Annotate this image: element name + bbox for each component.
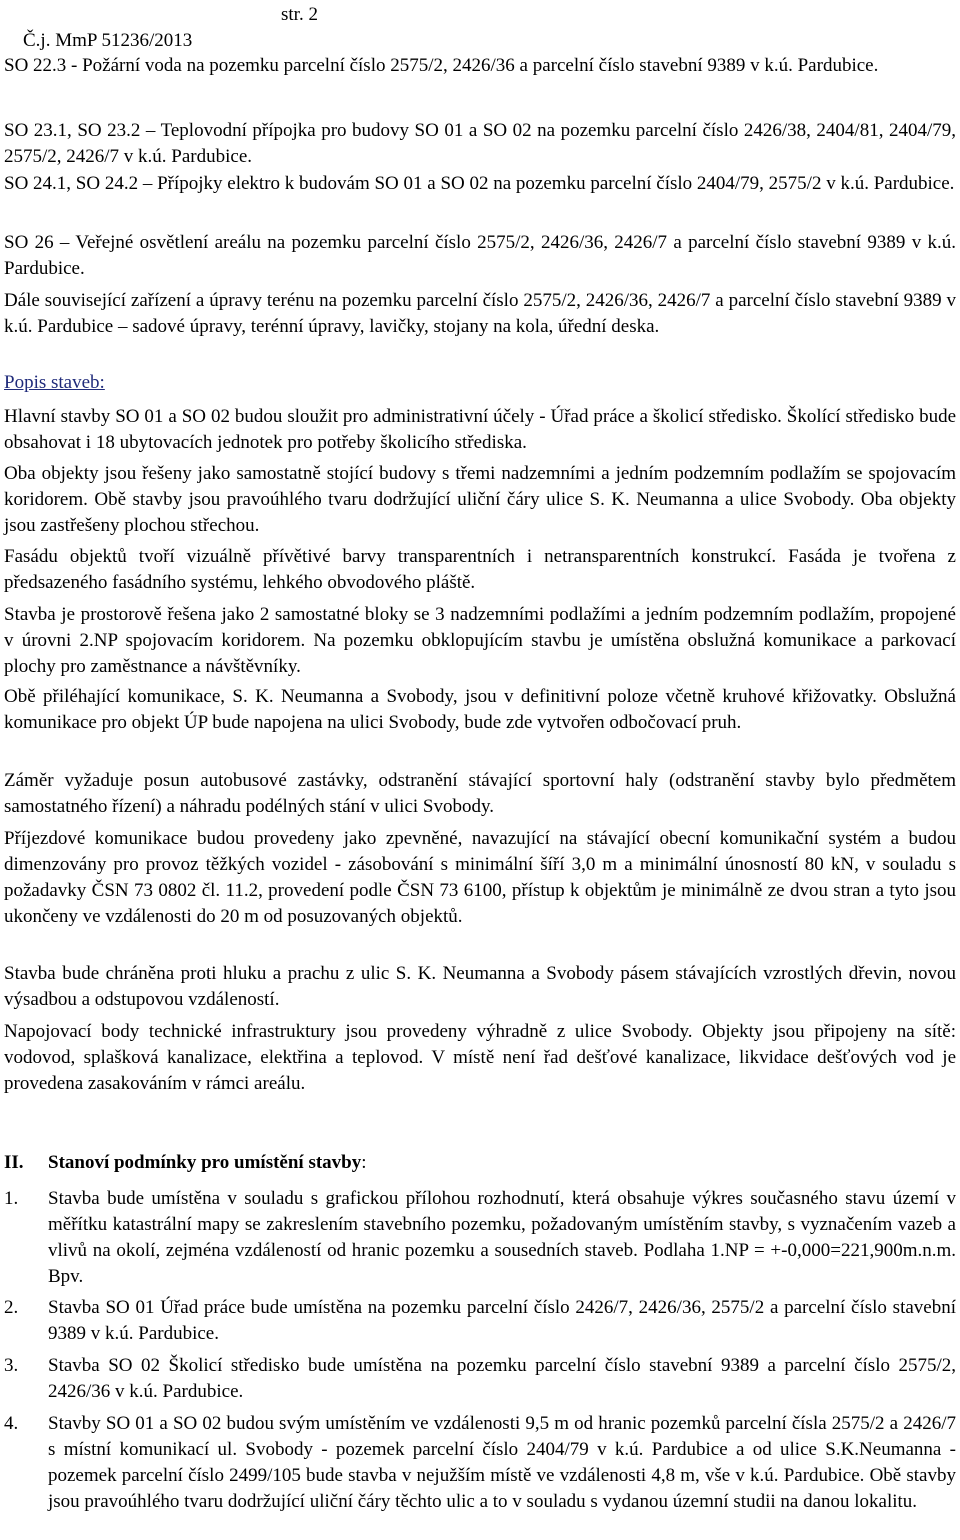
paragraph-text: Hlavní stavby SO 01 a SO 02 budou sloužit pro administrativní účely - Úřad práce a školicí středisko. Školící středisko bude obsahovat i 18 ubytovacích jednotek pro potřeby školicího střediska. <box>4 406 956 453</box>
condition-item <box>4 1186 956 1290</box>
object-text: SO 26 – Veřejné osvětlení areálu na pozemku parcelní číslo 2575/2, 2426/36, 2426/7 a parcelní číslo stavební 9389 v k.ú. Pardubice. <box>4 232 956 279</box>
condition-number: 4. <box>4 1413 19 1434</box>
condition-text: Stavba SO 02 Školicí středisko bude umístěna na pozemku parcelní číslo stavební 9389 a parcelní číslo 2575/2, 2426/36 v k.ú. Pardubice. <box>48 1355 956 1402</box>
condition-item <box>4 1295 956 1347</box>
condition-text: Stavby SO 01 a SO 02 budou svým umístěním ve vzdálenosti 9,5 m od hranic pozemků parcelní čísla 2575/2 a 2426/7 s místní komunikací ul. Svobody - pozemek parcelní číslo 2404/79 v k.ú. Pardubice a od ulice S.K.Neumanna - pozemek parcelní číslo 2499/105 bude stavba v nejužším místě ve vzdálenosti 4,8 m, vše v k.ú. Pardubice. Obě stavby jsou pravoúhlého tvaru dodržující uliční čáry těchto ulic a to v souladu s vydanou územní studii na danou lokalitu. <box>48 1413 956 1512</box>
condition-text: Stavba bude umístěna v souladu s grafickou přílohou rozhodnutí, která obsahuje výkres současného stavu území v měřítku katastrální mapy se zakreslením stavebního pozemku, požadovaným umístěním stavby, s vyznačením vazeb a vlivů na okolí, zejména vzdáleností od hranic pozemku a sousedních staveb. Podlaha 1.NP = +-0,000=221,900m.n.m. Bpv. <box>48 1188 956 1287</box>
reference-number: Č.j. MmP 51236/2013 <box>23 30 193 51</box>
section-number: II. <box>4 1152 24 1173</box>
object-text: Dále související zařízení a úpravy terénu na pozemku parcelní číslo 2575/2, 2426/36, 2426/7 a parcelní číslo stavební 9389 v k.ú. Pardubice – sadové úpravy, terénní úpravy, lavičky, stojany na kola, úřední deska. <box>4 290 956 337</box>
object-text: SO 23.1, SO 23.2 – Teplovodní přípojka pro budovy SO 01 a SO 02 na pozemku parcelní číslo 2426/38, 2404/81, 2404/79, 2575/2, 2426/7 v k.ú. Pardubice. <box>4 120 956 167</box>
condition-item <box>4 1411 956 1515</box>
description-paragraph <box>4 826 956 930</box>
description-paragraph <box>4 461 956 539</box>
object-item <box>4 288 956 340</box>
condition-text: Stavba SO 01 Úřad práce bude umístěna na pozemku parcelní číslo 2426/7, 2426/36, 2575/2 a parcelní číslo stavební 9389 v k.ú. Pardubice. <box>48 1297 956 1344</box>
object-text: SO 24.1, SO 24.2 – Přípojky elektro k budovám SO 01 a SO 02 na pozemku parcelní číslo 2404/79, 2575/2 v k.ú. Pardubice. <box>4 173 955 194</box>
object-item <box>4 230 956 282</box>
paragraph-text: Stavba bude chráněna proti hluku a prachu z ulic S. K. Neumanna a Svobody pásem stávajících vzrostlých dřevin, novou výsadbou a odstupovou vzdáleností. <box>4 963 956 1010</box>
condition-number: 1. <box>4 1188 19 1209</box>
condition-number: 2. <box>4 1297 19 1318</box>
paragraph-text: Oba objekty jsou řešeny jako samostatně stojící budovy s třemi nadzemními a jedním podzemním podlažím se spojovacím koridorem. Obě stavby jsou pravoúhlého tvaru dodržující uliční čáry ulice S. K. Neumanna a ulice Svobody. Oba objekty jsou zastřešeny plochou střechou. <box>4 463 956 536</box>
paragraph-text: Stavba je prostorově řešena jako 2 samostatné bloky se 3 nadzemními podlažími a jedním podzemním podlažím, propojené v úrovni 2.NP spojovacím koridorem. Na pozemku obklopujícím stavbu je umístěna obslužná komunikace a parkovací plochy pro zaměstnance a návštěvníky. <box>4 604 956 677</box>
condition-number: 3. <box>4 1355 19 1376</box>
object-item <box>4 53 956 79</box>
page-number: str. 2 <box>281 4 318 25</box>
description-heading <box>4 370 956 396</box>
description-heading-text: Popis staveb: <box>4 372 105 393</box>
object-item <box>4 171 956 197</box>
section-colon: : <box>361 1152 367 1173</box>
description-paragraph <box>4 961 956 1013</box>
object-text: SO 22.3 - Požární voda na pozemku parcelní číslo 2575/2, 2426/36 a parcelní číslo stavební 9389 v k.ú. Pardubice. <box>4 55 879 76</box>
description-paragraph <box>4 544 956 596</box>
description-paragraph <box>4 1019 956 1097</box>
description-paragraph <box>4 684 956 736</box>
paragraph-text: Záměr vyžaduje posun autobusové zastávky, odstranění stávající sportovní haly (odstranění stavby bylo předmětem samostatného řízení) a náhradu podélných stání v ulici Svobody. <box>4 770 956 817</box>
section-title-text: Stanoví podmínky pro umístění stavby <box>48 1152 362 1173</box>
description-paragraph <box>4 404 956 456</box>
paragraph-text: Příjezdové komunikace budou provedeny jako zpevněné, navazující na stávající obecní komunikační systém a budou dimenzovány pro provoz těžkých vozidel - zásobování s minimální šíří 3,0 m a minimální únosností 80 kN, v souladu s požadavky ČSN 73 0802 čl. 11.2, provedení podle ČSN 73 6100, přístup k objektům je minimálně ze dvou stran a tyto jsou ukončeny ve vzdálenosti do 20 m od posuzovaných objektů. <box>4 828 956 927</box>
paragraph-text: Fasádu objektů tvoří vizuálně přívětivé barvy transparentních i netransparentních konstrukcí. Fasáda je tvořena z předsazeného fasádního systému, lehkého obvodového pláště. <box>4 546 956 593</box>
paragraph-text: Obě přiléhající komunikace, S. K. Neumanna a Svobody, jsou v definitivní poloze včetně kruhové křižovatky. Obslužná komunikace pro objekt ÚP bude napojena na ulici Svobody, bude zde vytvořen odbočovací pruh. <box>4 686 956 733</box>
paragraph-text: Napojovací body technické infrastruktury jsou provedeny výhradně z ulice Svobody. Objekty jsou připojeny na sítě: vodovod, splašková kanalizace, elektřina a teplovod. V místě není řad dešťové kanalizace, likvidace dešťových vod je provedena zasakováním v rámci areálu. <box>4 1021 956 1094</box>
section-title <box>48 1150 367 1176</box>
object-item <box>4 118 956 170</box>
description-paragraph <box>4 768 956 820</box>
condition-item <box>4 1353 956 1405</box>
description-paragraph <box>4 602 956 680</box>
